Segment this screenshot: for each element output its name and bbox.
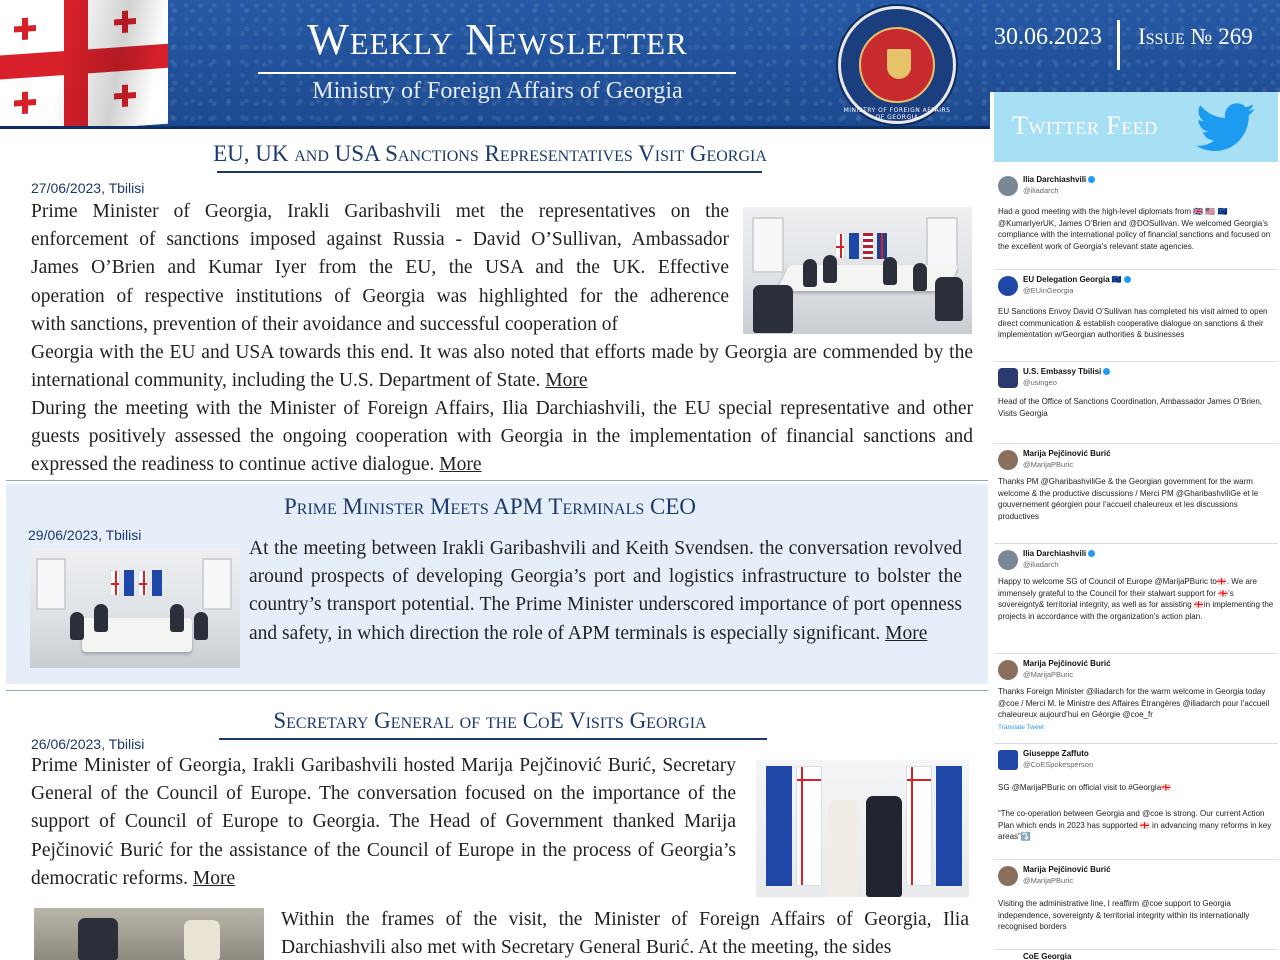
more-link[interactable]: More <box>192 867 236 889</box>
avatar <box>998 368 1018 388</box>
verified-icon <box>1088 176 1095 183</box>
coe-minister-meeting-photo <box>34 908 264 960</box>
tweet-author: CoE Georgia <box>1023 952 1072 960</box>
tweet-author: Marija Pejčinović Burić <box>1023 865 1111 874</box>
title-underline <box>258 72 736 74</box>
avatar <box>998 660 1018 680</box>
section-divider <box>6 690 988 691</box>
tweet-card[interactable] <box>994 362 1278 444</box>
avatar <box>998 450 1018 470</box>
more-link[interactable]: More <box>439 454 482 476</box>
avatar <box>998 276 1018 296</box>
tweet-text: EU Sanctions Envoy David O’Sullivan has completed his visit aimed to open direct communication & establish cooperative dialogue on sanctions & their implementation w/Georgian authorities & businesses <box>998 307 1268 340</box>
apm-meeting-photo <box>30 548 240 668</box>
tweet-card[interactable] <box>994 860 1278 950</box>
more-link[interactable]: More <box>545 370 588 392</box>
tweet-handle: @usingeo <box>1023 378 1057 387</box>
tweet-card[interactable] <box>994 170 1278 270</box>
tweet-text: Happy to welcome SG of Council of Europe @MarijaPBuric to🇬🇪. We are immensely grateful to the Council for their stalwart support for 🇬🇪’s sovereignty& territorial integrity, as well as for assisting 🇬🇪in implementing the projects in accordance with the organization’s action plan. <box>998 577 1274 621</box>
tweet-card[interactable] <box>994 744 1278 860</box>
article-paragraph-2: During the meeting with the Minister of Foreign Affairs, Ilia Darchiashvili, the EU special representative and other guests positively assessed the ongoing cooperation with Georgia in the implementation of financial sanctions and expressed the readiness to continue active dialogue. More <box>31 398 973 476</box>
tweet-author: Giuseppe Zaffuto <box>1023 749 1089 758</box>
tweet-handle: @CoESpokesperson <box>1023 760 1094 769</box>
verified-icon <box>1124 276 1131 283</box>
tweet-text: Thanks Foreign Minister @iliadarch for the warm welcome in Georgia today @coe / Merci M. le Ministre des Affaires Étrangères @iliadarch pour l’accueil chaleureux aujourd’hui en Géorgie @coe_fr <box>998 687 1270 720</box>
avatar <box>998 176 1018 196</box>
article-date: 26/06/2023, Tbilisi <box>31 736 145 752</box>
tweet-text: Head of the Office of Sanctions Coordination, Ambassador James O’Brien, Visits Georgia <box>998 397 1262 418</box>
section-divider <box>6 480 988 481</box>
tweet-handle: @MarijaPBuric <box>1023 876 1074 885</box>
article-title-underline <box>219 738 767 740</box>
georgia-flag-image <box>0 0 168 128</box>
translate-tweet-link[interactable]: Translate Tweet <box>998 724 1044 731</box>
article-paragraph: At the meeting between Irakli Garibashvili and Keith Svendsen. the conversation revolved around prospects of developing Georgia’s port and logistics infrastructure to bolster the country’s transport potential. The Prime Minister underscored importance of port openness and safety, in which direction the role of APM terminals is especially significant. More <box>249 538 962 644</box>
sanctions-meeting-photo <box>743 207 972 334</box>
tweet-handle: @MarijaPBuric <box>1023 670 1074 679</box>
tweet-handle: @MarijaPBuric <box>1023 460 1074 469</box>
article-title: Prime Minister Meets APM Terminals CEO <box>284 494 696 519</box>
verified-icon <box>1103 368 1110 375</box>
seal-text: MINISTRY OF FOREIGN AFFAIRS OF GEORGIA <box>843 107 951 121</box>
tweet-author: Marija Pejčinović Burić <box>1023 449 1111 458</box>
tweet-card[interactable] <box>994 544 1278 654</box>
article-date: 29/06/2023, Tbilisi <box>28 527 142 543</box>
article-date: 27/06/2023, Tbilisi <box>31 180 145 196</box>
tweet-card[interactable] <box>994 654 1278 744</box>
avatar <box>998 550 1018 570</box>
issue-date: 30.06.2023 <box>994 24 1102 50</box>
ministry-seal-logo <box>838 6 956 124</box>
tweet-handle: @EUinGeorgia <box>1023 286 1074 295</box>
tweet-author: Ilia Darchiashvili <box>1023 175 1095 184</box>
article-paragraph-2: Within the frames of the visit, the Minister of Foreign Affairs of Georgia, Ilia Darchiashvili also met with Secretary General Burić. At the meeting, the sides <box>281 909 969 959</box>
newsletter-subtitle: Ministry of Foreign Affairs of Georgia <box>312 78 683 104</box>
avatar <box>998 750 1018 770</box>
tweet-handle: @iliadarch <box>1023 560 1059 569</box>
tweet-author: Ilia Darchiashvili <box>1023 549 1095 558</box>
tweet-card[interactable] <box>994 444 1278 544</box>
tweet-card[interactable] <box>994 270 1278 362</box>
tweet-text-quote: “The co-operation between Georgia and @coe is strong. Our current Action Plan which ends in 2023 has supported 🇬🇪 in advancing many reforms in key areas”⤵️ <box>998 809 1272 842</box>
article-title-underline <box>217 171 762 173</box>
tweet-text: SG @MarijaPBuric on official visit to #Georgia🇬🇪 <box>998 783 1172 792</box>
tweet-author: U.S. Embassy Tbilisi <box>1023 367 1110 376</box>
twitter-bird-icon <box>1196 102 1256 154</box>
tweet-author: Marija Pejčinović Burić <box>1023 659 1111 668</box>
coe-secretary-general-photo <box>756 760 969 897</box>
tweet-text: Had a good meeting with the high-level diplomats from 🇬🇧 🇺🇸 🇪🇺 @KumarIyerUK, James O’Brien and @DOSullivan. We welcomed Georgia’s compliance with the international policy of financial sanctions and focused on the excellent work of Georgia’s relevant state agencies. <box>998 207 1271 251</box>
newsletter-title: Weekly Newsletter <box>307 15 688 64</box>
article-title: Secretary General of the CoE Visits Georgia <box>273 708 707 733</box>
article-paragraph: Prime Minister of Georgia, Irakli Garibashvili hosted Marija Pejčinović Burić, Secretary General of the Council of Europe. The conversation focused on the importance of the support of Council of Europe to Georgia. The Head of Government thanked Marija Pejčinović Burić for the assistance of the Council of Europe in the process of Georgia’s democratic reforms. More <box>31 755 736 889</box>
more-link[interactable]: More <box>885 622 928 644</box>
twitter-feed-title: Twitter Feed <box>1012 111 1158 140</box>
tweet-card[interactable] <box>994 950 1278 960</box>
verified-icon <box>1088 550 1095 557</box>
article-paragraph: Prime Minister of Georgia, Irakli Garibashvili met the representatives on the enforcement of sanctions imposed against Russia - David O’Sullivan, Ambassador James O’Brien and Kumar Iyer from the EU, the USA and the UK. Effective operation of respective institutions of Georgia was highlighted for the adherence with sanctions, prevention of their avoidance and successful cooperation of <box>31 201 729 335</box>
tweet-author: EU Delegation Georgia 🇪🇺 <box>1023 275 1131 284</box>
tweet-text: Visiting the administrative line, I reaffirm @coe support to Georgia independence, sovereignty & territorial integrity within its internationally recognised borders <box>998 899 1250 932</box>
tweet-text: Thanks PM @GharibashviliGe & the Georgian government for the warm welcome & the productive discussions / Merci PM @GharibashviliGe et le gouvernement géorgien pour l’accueil chaleureux et les discussions productives <box>998 477 1259 521</box>
avatar <box>998 866 1018 886</box>
tweet-handle: @iliadarch <box>1023 186 1059 195</box>
article-paragraph-continued: Georgia with the EU and USA towards this end. It was also noted that efforts made by Georgia are commended by the international community, including the U.S. Department of State. More <box>31 342 973 392</box>
issue-number: Issue № 269 <box>1138 24 1253 49</box>
header-divider <box>1117 20 1120 70</box>
article-title: EU, UK and USA Sanctions Representatives Visit Georgia <box>213 141 767 166</box>
